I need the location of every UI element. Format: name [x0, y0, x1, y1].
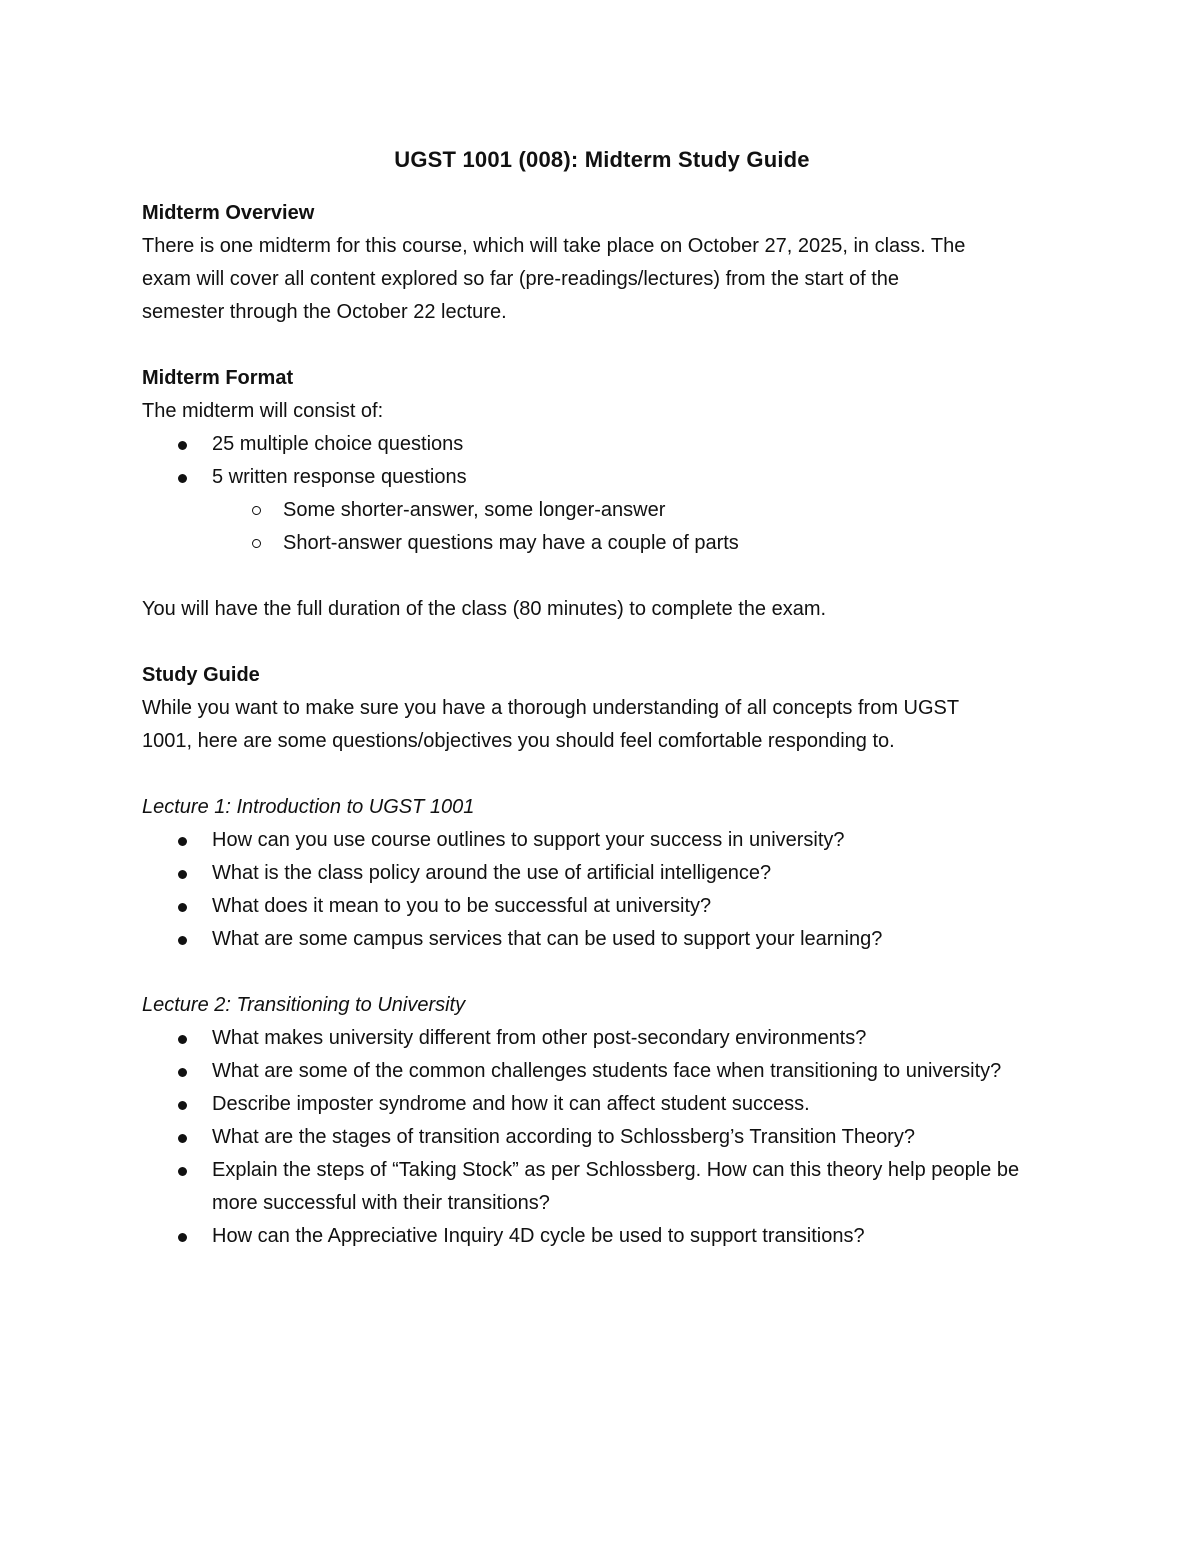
study-guide-line: While you want to make sure you have a thorough understanding of all concepts from UGST [142, 697, 960, 719]
list-item-text: 5 written response questions [212, 466, 467, 488]
format-intro: The midterm will consist of: [142, 400, 384, 422]
list-item-text: How can you use course outlines to support your success in university? [212, 829, 845, 851]
list-item [142, 923, 1062, 956]
study-guide-line: 1001, here are some questions/objectives you should feel comfortable responding to. [142, 730, 895, 752]
bullet-icon [178, 441, 187, 450]
list-item [142, 1121, 1062, 1154]
hollow-bullet-icon [252, 506, 261, 515]
spacer [142, 956, 1062, 989]
bullet-icon [178, 1035, 187, 1044]
overview-heading: Midterm Overview [142, 202, 315, 224]
list-item [142, 1022, 1062, 1055]
sub-list-item-text: Short-answer questions may have a couple of parts [283, 532, 739, 554]
list-item-text: What makes university different from other post-secondary environments? [212, 1027, 867, 1049]
list-item [142, 1088, 1062, 1121]
bullet-icon [178, 1167, 187, 1176]
list-item [142, 824, 1062, 857]
list-item [142, 428, 1062, 461]
bullet-icon [178, 1101, 187, 1110]
spacer [142, 329, 1062, 362]
lecture-2-list [142, 1022, 1062, 1253]
spacer [142, 560, 1062, 593]
spacer [142, 758, 1062, 791]
list-item-text: What are some campus services that can be used to support your learning? [212, 928, 883, 950]
bullet-icon [178, 903, 187, 912]
page-title: UGST 1001 (008): Midterm Study Guide [394, 147, 810, 172]
format-list [142, 428, 1062, 494]
overview-line: exam will cover all content explored so far (pre-readings/lectures) from the start of the [142, 268, 899, 290]
list-item [142, 461, 1062, 494]
lecture-2-heading: Lecture 2: Transitioning to University [142, 994, 466, 1016]
bullet-icon [178, 1233, 187, 1242]
sub-list-item [142, 494, 1062, 527]
bullet-icon [178, 936, 187, 945]
list-item-text: Describe imposter syndrome and how it can affect student success. [212, 1093, 810, 1115]
overview-line: There is one midterm for this course, which will take place on October 27, 2025, in class. The [142, 235, 966, 257]
list-item-text: What is the class policy around the use of artificial intelligence? [212, 862, 772, 884]
hollow-bullet-icon [252, 539, 261, 548]
overview-line: semester through the October 22 lecture. [142, 301, 507, 323]
list-item-text: Explain the steps of “Taking Stock” as per Schlossberg. How can this theory help people be more successful with their transitions? [212, 1159, 1020, 1214]
list-item-text: 25 multiple choice questions [212, 433, 464, 455]
lecture-1-heading: Lecture 1: Introduction to UGST 1001 [142, 796, 475, 818]
list-item-text: What are the stages of transition according to Schlossberg’s Transition Theory? [212, 1126, 915, 1148]
list-item-text: What are some of the common challenges students face when transitioning to university? [212, 1060, 1002, 1082]
bullet-icon [178, 870, 187, 879]
sub-list-item [142, 527, 1062, 560]
list-item-text: How can the Appreciative Inquiry 4D cycle be used to support transitions? [212, 1225, 865, 1247]
list-item [142, 857, 1062, 890]
list-item [142, 1055, 1062, 1088]
lecture-1-list [142, 824, 1062, 956]
format-heading: Midterm Format [142, 367, 294, 389]
list-item [142, 1220, 1062, 1253]
duration-note: You will have the full duration of the class (80 minutes) to complete the exam. [142, 598, 827, 620]
document-content [142, 143, 1062, 1253]
study-guide-heading: Study Guide [142, 664, 260, 686]
bullet-icon [178, 837, 187, 846]
spacer [142, 626, 1062, 659]
bullet-icon [178, 474, 187, 483]
bullet-icon [178, 1134, 187, 1143]
list-item [142, 890, 1062, 923]
sub-list-item-text: Some shorter-answer, some longer-answer [283, 499, 666, 521]
format-sub-list [142, 494, 1062, 560]
list-item-text: What does it mean to you to be successful at university? [212, 895, 712, 917]
list-item [142, 1154, 1062, 1220]
bullet-icon [178, 1068, 187, 1077]
